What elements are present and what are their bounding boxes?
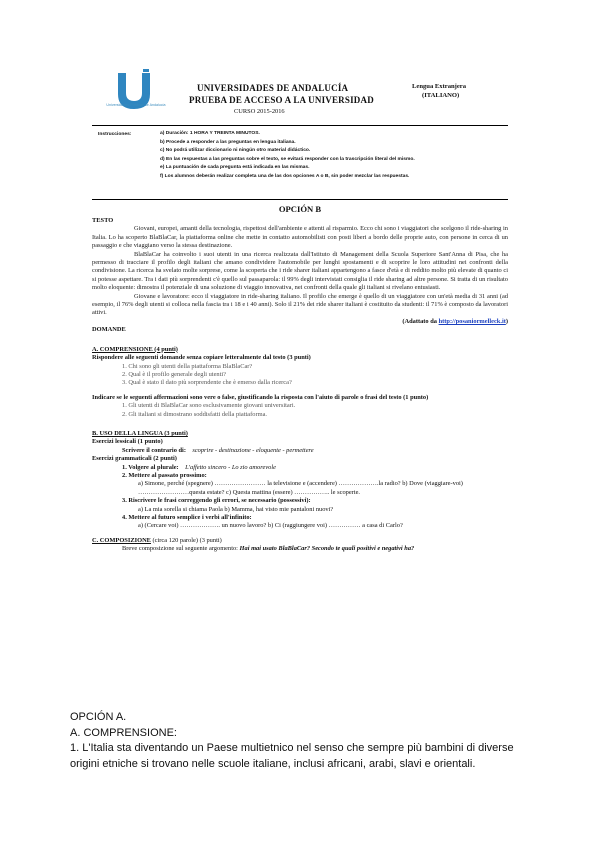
exercise-2-text: a) Simone, perché (spegnere) …………………… la televisione e (accendere) ……………….la radio? b) Dove (viaggiare-voi) ……………………questa estate? c) Questa mattina (essere) …………….. le scoperte. [138,480,463,496]
section-a-title: A. COMPRENSIONE (4 punti) [92,345,178,353]
section-c-prompt-italic: Hai mai usato BlaBlaCar? Secondo te quali positivi e negativi ha? [239,545,415,553]
instruction-item: e) La puntuación de cada pregunta está indicada en las mismas. [160,165,310,171]
grammaticali-label: Esercizi grammaticali (2 punti) [92,455,177,463]
contrario-line [92,447,508,455]
question-item: 1. Chi sono gli utenti della piattaforma BlaBlaCar? [122,362,253,370]
source-link[interactable]: http://posaniormelleck.it [438,317,506,325]
subject-line-1: Lengua Extranjera [412,83,467,90]
section-a-instruction: Rispondere alle seguenti domande senza copiare letteralmente dal testo (3 punti) [92,354,311,362]
instructions-label: Instrucciones: [98,132,132,137]
instruction-item: f) Los alumnos deberán realizar completa una de las dos opciones A o B, sin poder mezclar las respuestas. [160,173,410,179]
instructions-box [92,125,508,200]
university-logo-icon [112,69,156,117]
source-line [92,318,508,326]
course-year: CURSO 2015-2016 [234,108,285,115]
university-name: UNIVERSIDADES DE ANDALUCÍA [197,83,349,93]
question-item: 2. Qual è il profilo generale degli utenti? [122,370,226,378]
section-c-prompt [92,545,508,553]
statement-item: 2. Gli italiani si dimostrano soddisfatti della piattaforma. [122,410,268,418]
typed-line-2: A. COMPRENSIONE: [70,726,177,739]
statement-item: 1. Gli utenti di BlaBlaCar sono esclusivamente giovani universitari. [122,402,296,410]
source-prefix: (Adattato da [402,317,439,325]
source-suffix: ) [505,317,508,325]
contrario-words: scoprire - destinazione - eloquente - permettere [192,446,314,454]
text-paragraph: Giovani, europei, amanti della tecnologia, rispettosi dell'ambiente e attenti al risparmio. Ecco chi sono i viaggiatori che scelgono il ride-sharing in Italia. Lo ha scoperto BlaBlaCar, la piattaforma online che mette in contatto automobilisti con posti liberi a bordo delle proprie auto, con persone in cerca di un passaggio e che viaggiano verso la stessa destinazione. [92,225,508,250]
typed-answer [70,710,540,772]
typed-line-1: OPCIÓN A. [70,711,127,723]
instruction-item: c) No podrá utilizar diccionario ni ningún otro material didáctico. [160,148,311,154]
section-c-heading [92,537,508,545]
exercise-1-text: L'affetto sincero - Lo zio amorevole [185,463,276,471]
exercise-1 [92,464,508,472]
instruction-item: a) Duración: 1 HORA Y TREINTA MINUTOS. [160,131,260,136]
text-label: TESTO [92,217,114,224]
typed-line-3: 1. L'Italia sta diventando un Paese multietnico nel senso che sempre più bambini di diverse origini etniche si trovano nelle scuole italiane, inclusi africani, arabi, slavi e orientali. [70,742,514,770]
exercise-3-label: 3. Riscrivere le frasi correggendo gli errori, se necessario (possessivi): [122,497,311,505]
exam-title: PRUEBA DE ACCESO A LA UNIVERSIDAD [189,95,374,105]
instruction-item: b) Procede a responder a las preguntas en lengua italiana. [160,139,296,145]
section-a-instruction-2: Indicare se le seguenti affermazioni sono vere o false, giustificando la risposta con l'aiuto di parole o frasi del testo (1 punto) [92,393,429,401]
subject-line-2: (ITALIANO) [422,92,460,99]
domande-label: DOMANDE [92,326,126,334]
section-c-title: C. COMPOSIZIONE [92,536,151,544]
question-item: 3. Qual è stato il dato più sorprendente che è emerso dalla ricerca? [122,379,292,387]
option-title: OPCIÓN B [278,204,322,214]
exercise-4-text: a) (Cercare voi) ………………. un nuovo lavoro? b) Ci (raggiungere voi) …………… a casa di Carlo? [138,522,403,530]
exercise-3-text: a) La mia sorella si chiama Paola b) Mamma, hai visto mie pantaloni nuovi? [138,505,334,513]
exercise-2-label: 2. Mettere al passato prossimo: [122,471,207,479]
section-b-title: B. USO DELLA LINGUA (3 punti) [92,429,188,437]
scanned-exam-page [92,55,508,665]
text-paragraph: BlaBlaCar ha coinvolto i suoi utenti in una ricerca realizzata dall'Istituto di Management della Scuola Superiore Sant'Anna di Pisa, che ha permesso di tracciare il profilo degli italiani che amano condividere l'automobile per lunghi spostamenti e di scoprire le loro attitudini nei confronti della condivisione. La ricerca ha svelato molte sorprese, come la scoperta che i ride sharer italiani appartengono a fasce d'età e di reddito molto più elevate di quanto ci si potesse aspettare. Tra i dati più sorprendenti c'è quello sul passaparola: il 99% degli intervistati consiglia il ride sharing ad altre persone. Si tratta di un risultato molto eloquente: dimostra il potenziale di una soluzione di viaggio innovativa, nei confronti della quale gli italiani si rivelano entusiasti. [92,250,508,292]
logo-caption: Universidades Públicas de Andalucía [106,103,166,107]
exercise-4-label: 4. Mettere al futuro semplice i verbi all'infinito: [122,514,252,521]
exercise-1-label: 1. Volgere al plurale: [122,463,179,471]
section-c-title-suffix: (circa 120 parole) (3 punti) [150,536,222,544]
contrario-label: Scrivere il contrario di: [122,446,186,454]
section-c-prompt-prefix: Breve composizione sul seguente argomento: [122,545,240,553]
exam-header [92,55,508,123]
lessicali-label: Esercizi lessicali (1 punto) [92,438,163,446]
instructions-list [160,130,508,182]
instruction-item: d) En las respuestas a las preguntas sobre el texto, se evitará responder con la trascripción literal del mismo. [160,156,415,162]
text-paragraph: Giovane e lavoratore: ecco il viaggiatore in ride-sharing italiano. Il profilo che emerge è quello di un viaggiatore con un'età media di 31 anni (ad esempio, il 76% degli utenti si colloca nella fascia tra i 18 e i 40 anni). Solo il 21% dei ride sharer italiani è costituito da studenti: il 71% è composto da lavoratori attivi. [92,292,508,317]
